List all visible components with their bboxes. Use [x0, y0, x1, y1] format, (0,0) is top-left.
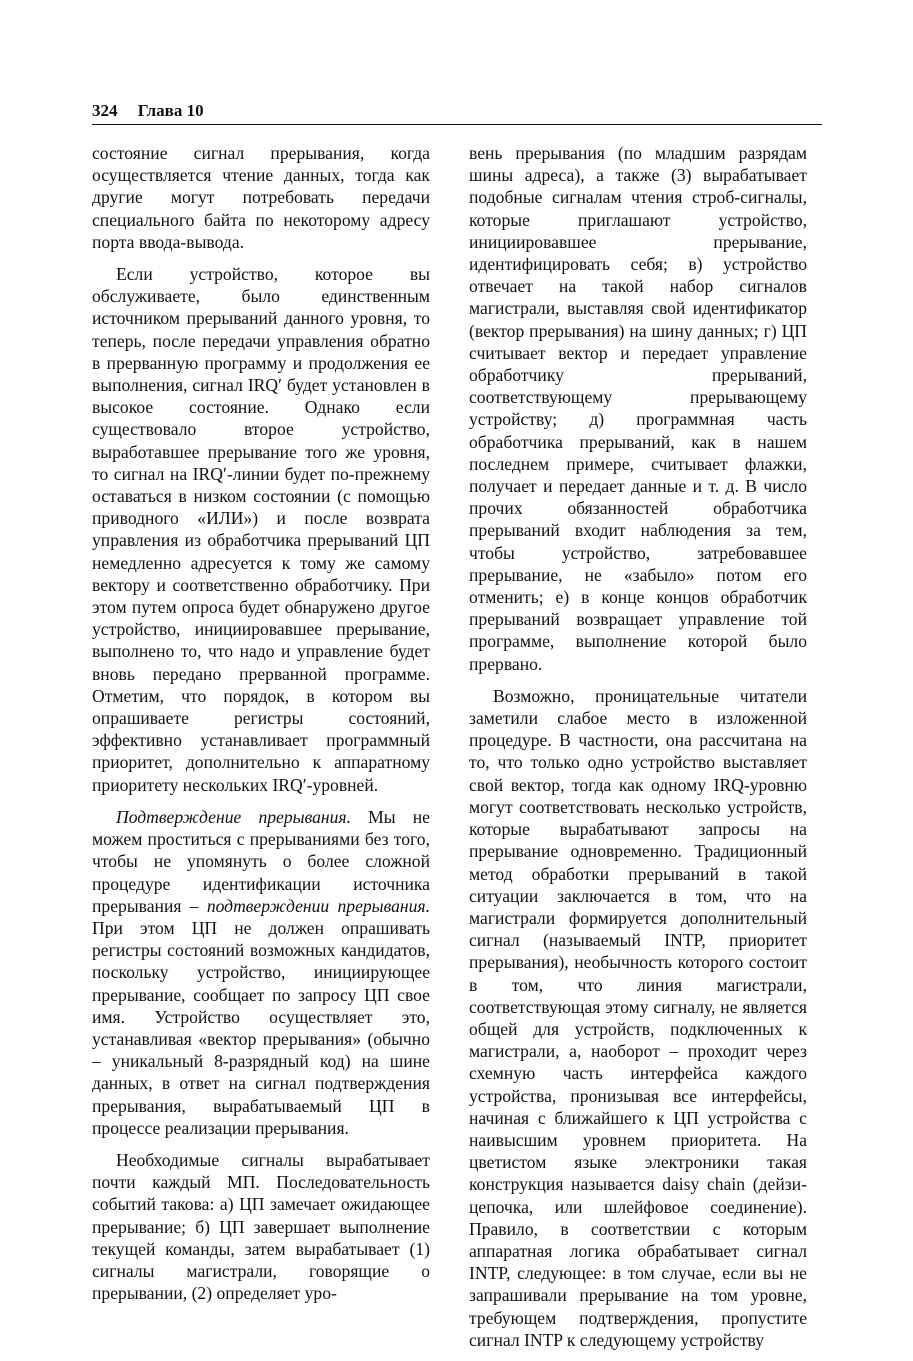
page-number: 324: [92, 101, 118, 120]
section-lead-italic: Подтверждение прерывания.: [116, 806, 351, 827]
right-column: [469, 142, 807, 1361]
paragraph-interrupt-acknowledge: [92, 806, 430, 1139]
header-rule: [92, 124, 822, 125]
chapter-title: Глава 10: [137, 101, 204, 120]
paragraph-daisy-chain: Возможно, проницательные читатели заметили слабое место в изложенной процедуре. В частности, она рассчитана на то, что только одно устройство выставляет свой вектор, тогда как одному IRQ-уровню могут соответствовать несколько устройств, которые вырабатывают запросы на прерывание одновременно. Традиционный метод обработки прерываний в такой ситуации заключается в том, что на магистрали формируется дополнительный сигнал (называемый INTP, приоритет прерывания), необычность которого состоит в том, что линия магистрали, соответствующая этому сигналу, не является общей для устройств, подключенных к магистрали, а, наоборот – проходит через схемную часть интерфейса каждого устройства, пронизывая все интерфейсы, начиная с ближайшего к ЦП устройства с наивысшим уровнем приоритета. На цветистом языке электроники такая конструкция называется daisy chain (дейзи-цепочка, или шлейфовое соединение). Правило, в соответствии с которым аппаратная логика обрабатывает сигнал INTP, следующее: в том случае, если вы не запрашивали прерывание на том уровне, требующем подтверждения, пропустите сигнал INTP к следующему устройству: [469, 685, 807, 1350]
left-column: [92, 142, 430, 1314]
term-italic: подтверждении прерывания.: [206, 895, 431, 916]
paragraph-continuation: состояние сигнал прерывания, когда осуществляется чтение данных, тогда как другие могут потребовать передачи специального байта по некоторому адресу порта ввода-вывода.: [92, 143, 430, 252]
paragraph-text: При этом ЦП не должен опрашивать регистры состояний возможных кандидатов, поскольку устройство, инициирующее прерывание, сообщает по запросу ЦП свое имя. Устройство осуществляет это, устанавливая «вектор прерывания» (обычно – уникальный 8-разрядный код) на шине данных, в ответ на сигнал подтверждения прерывания, вырабатываемый ЦП в процессе реализации прерывания.: [92, 917, 430, 1138]
running-header: [92, 100, 822, 122]
paragraph-text: Мы не можем проститься с прерываниями без того, чтобы не упомянуть о более сложной процедуре идентификации источника прерывания –: [92, 806, 430, 916]
paragraph-event-sequence: Необходимые сигналы вырабатывает почти каждый МП. Последовательность событий такова: а) ЦП замечает ожидающее прерывание; б) ЦП завершает выполнение текущей команды, затем вырабатывает (1) сигналы магистрали, говорящие о прерывании, (2) определяет уро-: [92, 1149, 430, 1304]
paragraph-single-source: Если устройство, которое вы обслуживаете, было единственным источником прерываний данного уровня, то теперь, после передачи управления обратно в прерванную программу и продолжения ее выполнения, сигнал IRQ′ будет установлен в высокое состояние. Однако если существовало второе устройство, выработавшее прерывание того же уровня, то сигнал на IRQ′-линии будет по-прежнему оставаться в низком состоянии (с помощью приводного «ИЛИ») и после возврата управления из обработчика прерываний ЦП немедленно адресуется к тому же самому вектору и соответственно обработчику. При этом путем опроса будет обнаружено другое устройство, инициировавшее прерывание, выполнено то, что надо и управление будет вновь передано прерванной программе. Отметим, что порядок, в котором вы опрашиваете регистры состояний, эффективно устанавливает программный приоритет, дополнительно к аппаратному приоритету нескольких IRQ′-уровней.: [92, 264, 430, 795]
paragraph-continuation: вень прерывания (по младшим разрядам шины адреса), а также (3) вырабатывает подобные сигналам чтения строб-сигналы, которые приглашают устройство, инициировавшее прерывание, идентифицировать себя; в) устройство отвечает на такой набор сигналов магистрали, выставляя свой идентификатор (вектор прерывания) на шину данных; г) ЦП считывает вектор и передает управление обработчику прерываний, соответствующему прерывающему устройству; д) программная часть обработчика прерываний, как в нашем последнем примере, считывает флажки, получает и передает данные и т. д. В число прочих обязанностей обработчика прерываний входит наблюдения за тем, чтобы устройство, затребовавшее прерывание, не «забыло» потом его отменить; е) в конце концов обработчик прерываний возвращает управление той программе, выполнение которой было прервано.: [469, 143, 807, 674]
